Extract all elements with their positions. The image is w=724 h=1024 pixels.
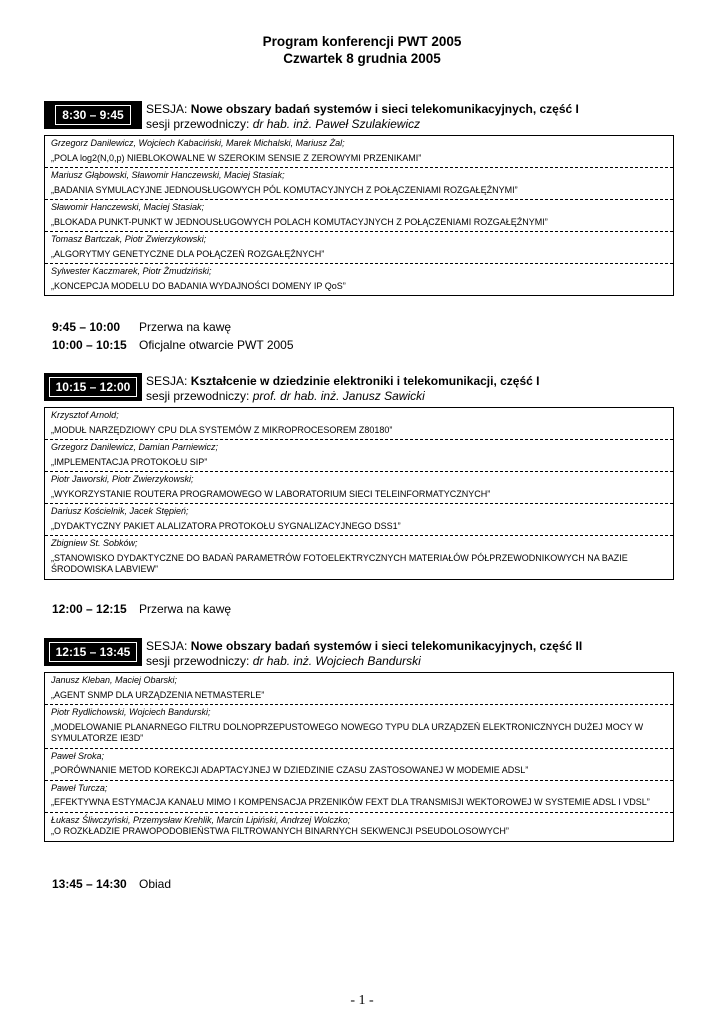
- talk-title: „MODELOWANIE PLANARNEGO FILTRU DOLNOPRZEPUSTOWEGO NOWEGO TYPU DLA URZĄDZEŃ ELEKTRONICZNYCH DUŻEJ MOCY W SYMULATORZE IE3D”: [51, 721, 644, 743]
- talk-item: [45, 749, 673, 781]
- break-time: 12:00 – 12:15: [52, 602, 127, 616]
- talk-title: „KONCEPCJA MODELU DO BADANIA WYDAJNOŚCI DOMENY IP QoS”: [51, 280, 346, 291]
- talk-item: [45, 504, 673, 536]
- chair-name: dr hab. inż. Wojciech Bandurski: [252, 654, 421, 668]
- session-2: [44, 373, 674, 580]
- talk-authors: Mariusz Głąbowski, Sławomir Hanczewski, Maciej Stasiak;: [51, 170, 285, 180]
- talk-item: [45, 232, 673, 264]
- talk-item: [45, 813, 673, 841]
- talk-title: „ALGORYTMY GENETYCZNE DLA POŁĄCZEŃ ROZGAŁĘŹNYCH”: [51, 248, 325, 259]
- talk-item: [45, 781, 673, 813]
- page-title: Program konferencji PWT 2005: [262, 34, 462, 49]
- break-item: [52, 320, 231, 334]
- break-item: [52, 338, 294, 352]
- session-prefix: SESJA:: [146, 639, 191, 653]
- session-time: 10:15 – 12:00: [49, 377, 138, 397]
- talk-item: [45, 536, 673, 579]
- session-3: [44, 638, 674, 842]
- talk-authors: Grzegorz Danilewicz, Damian Parniewicz;: [51, 442, 219, 452]
- talk-title: „BLOKADA PUNKT-PUNKT W JEDNOUSŁUGOWYCH POLACH KOMUTACYJNYCH Z POŁĄCZENIAMI ROZGAŁĘŹNYMI”: [51, 216, 548, 227]
- break-time: 10:00 – 10:15: [52, 338, 127, 352]
- break-label: Przerwa na kawę: [139, 320, 232, 334]
- talk-list: [44, 407, 674, 580]
- talk-item: [45, 472, 673, 504]
- talk-title: „BADANIA SYMULACYJNE JEDNOUSŁUGOWYCH PÓL KOMUTACYJNYCH Z POŁĄCZENIAMI ROZGAŁĘŹNYMI”: [51, 184, 518, 195]
- session-title: [146, 639, 582, 654]
- talk-title: „EFEKTYWNA ESTYMACJA KANAŁU MIMO I KOMPENSACJA PRZENIKÓW FEXT DLA TRANSMISJI WEKTOROWEJ W SYSTEMIE ADSL I VDSL”: [51, 797, 650, 807]
- page-subtitle-date: Czwartek 8 grudnia 2005: [283, 51, 441, 66]
- session-chair: [146, 117, 420, 132]
- break-time: 9:45 – 10:00: [52, 320, 121, 334]
- talk-title: „PORÓWNANIE METOD KOREKCJI ADAPTACYJNEJ W DZIEDZINIE CZASU ZASTOSOWANEJ W MODEMIE ADSL”: [51, 765, 529, 775]
- break-item: [52, 602, 231, 616]
- talk-item: [45, 136, 673, 168]
- break-label: Obiad: [139, 877, 172, 891]
- talk-authors: Grzegorz Danilewicz, Wojciech Kabaciński, Marek Michalski, Mariusz Żal;: [51, 138, 345, 148]
- session-prefix: SESJA:: [146, 374, 191, 388]
- talk-authors: Sylwester Kaczmarek, Piotr Żmudziński;: [51, 266, 212, 276]
- session-prefix: SESJA:: [146, 102, 191, 116]
- talk-item: [45, 168, 673, 200]
- talk-title: „WYKORZYSTANIE ROUTERA PROGRAMOWEGO W LABORATORIUM SIECI TELEINFORMATYCZNYCH”: [51, 488, 491, 499]
- talk-title: „STANOWISKO DYDAKTYCZNE DO BADAŃ PARAMETRÓW FOTOELEKTRYCZNYCH MATERIAŁÓW PÓŁPRZEWODNIKOWYCH NA BAZIE ŚRODOWISKA LABVIEW”: [51, 552, 628, 574]
- talk-item: [45, 200, 673, 232]
- session-time-badge: [44, 373, 142, 401]
- break-time: 13:45 – 14:30: [52, 877, 127, 891]
- page-number: - 1 -: [350, 993, 374, 1008]
- chair-name: prof. dr hab. inż. Janusz Sawicki: [252, 389, 425, 403]
- session-time-badge: [44, 638, 142, 666]
- chair-label: sesji przewodniczy:: [146, 117, 253, 131]
- chair-label: sesji przewodniczy:: [146, 654, 253, 668]
- talk-item: [45, 705, 673, 749]
- break-label: Oficjalne otwarcie PWT 2005: [139, 338, 294, 352]
- chair-label: sesji przewodniczy:: [146, 389, 253, 403]
- talk-title: „POLA log2(N,0,p) NIEBLOKOWALNE W SZEROKIM SENSIE Z ZEROWYMI PRZENIKAMI”: [51, 152, 422, 163]
- talk-authors: Zbigniew St. Sobków;: [51, 538, 138, 548]
- session-chair: [146, 389, 425, 404]
- session-name: Nowe obszary badań systemów i sieci telekomunikacyjnych, część I: [190, 102, 579, 116]
- talk-authors: Łukasz Śliwczyński, Przemysław Krehlik, Marcin Lipiński, Andrzej Wolczko;: [51, 814, 351, 825]
- talk-item: [45, 673, 673, 705]
- talk-item: [45, 408, 673, 440]
- talk-authors: Sławomir Hanczewski, Maciej Stasiak;: [51, 202, 205, 212]
- break-label: Przerwa na kawę: [139, 602, 232, 616]
- session-header: [44, 373, 674, 407]
- talk-authors: Tomasz Bartczak, Piotr Zwierzykowski;: [51, 234, 207, 244]
- talk-title: „DYDAKTYCZNY PAKIET ALALIZATORA PROTOKOŁU SYGNALIZACYJNEGO DSS1”: [51, 520, 401, 531]
- session-title: [146, 374, 539, 389]
- talk-authors: Paweł Sroka;: [51, 750, 105, 761]
- talk-list: [44, 672, 674, 842]
- chair-name: dr hab. inż. Paweł Szulakiewicz: [252, 117, 421, 131]
- session-name: Kształcenie w dziedzinie elektroniki i telekomunikacji, część I: [190, 374, 540, 388]
- talk-item: [45, 264, 673, 295]
- talk-authors: Dariusz Kościelnik, Jacek Stępień;: [51, 506, 189, 516]
- session-title: [146, 102, 579, 117]
- talk-title: „AGENT SNMP DLA URZĄDZENIA NETMASTERLE”: [51, 689, 265, 700]
- talk-title: „IMPLEMENTACJA PROTOKOŁU SIP”: [51, 456, 208, 467]
- talk-authors: Janusz Kleban, Maciej Obarski;: [51, 675, 178, 685]
- break-item: [52, 877, 171, 891]
- session-time: 12:15 – 13:45: [49, 642, 138, 662]
- talk-authors: Krzysztof Arnold;: [51, 410, 119, 420]
- talk-title: „MODUŁ NARZĘDZIOWY CPU DLA SYSTEMÓW Z MIKROPROCESOREM Z80180”: [51, 424, 393, 435]
- talk-authors: Piotr Rydlichowski, Wojciech Bandurski;: [51, 707, 211, 717]
- session-header: [44, 101, 674, 135]
- session-time: 8:30 – 9:45: [55, 105, 130, 125]
- talk-authors: Piotr Jaworski, Piotr Zwierzykowski;: [51, 474, 194, 484]
- session-name: Nowe obszary badań systemów i sieci telekomunikacyjnych, część II: [190, 639, 583, 653]
- session-header: [44, 638, 674, 672]
- talk-authors: Paweł Turcza;: [51, 782, 108, 793]
- talk-title: „O ROZKŁADZIE PRAWOPODOBIEŃSTWA FILTROWANYCH BINARNYCH SEKWENCJI PSEUDOLOSOWYCH”: [51, 826, 509, 836]
- session-1: [44, 101, 674, 296]
- talk-list: [44, 135, 674, 296]
- session-time-badge: [44, 101, 142, 129]
- talk-item: [45, 440, 673, 472]
- session-chair: [146, 654, 421, 669]
